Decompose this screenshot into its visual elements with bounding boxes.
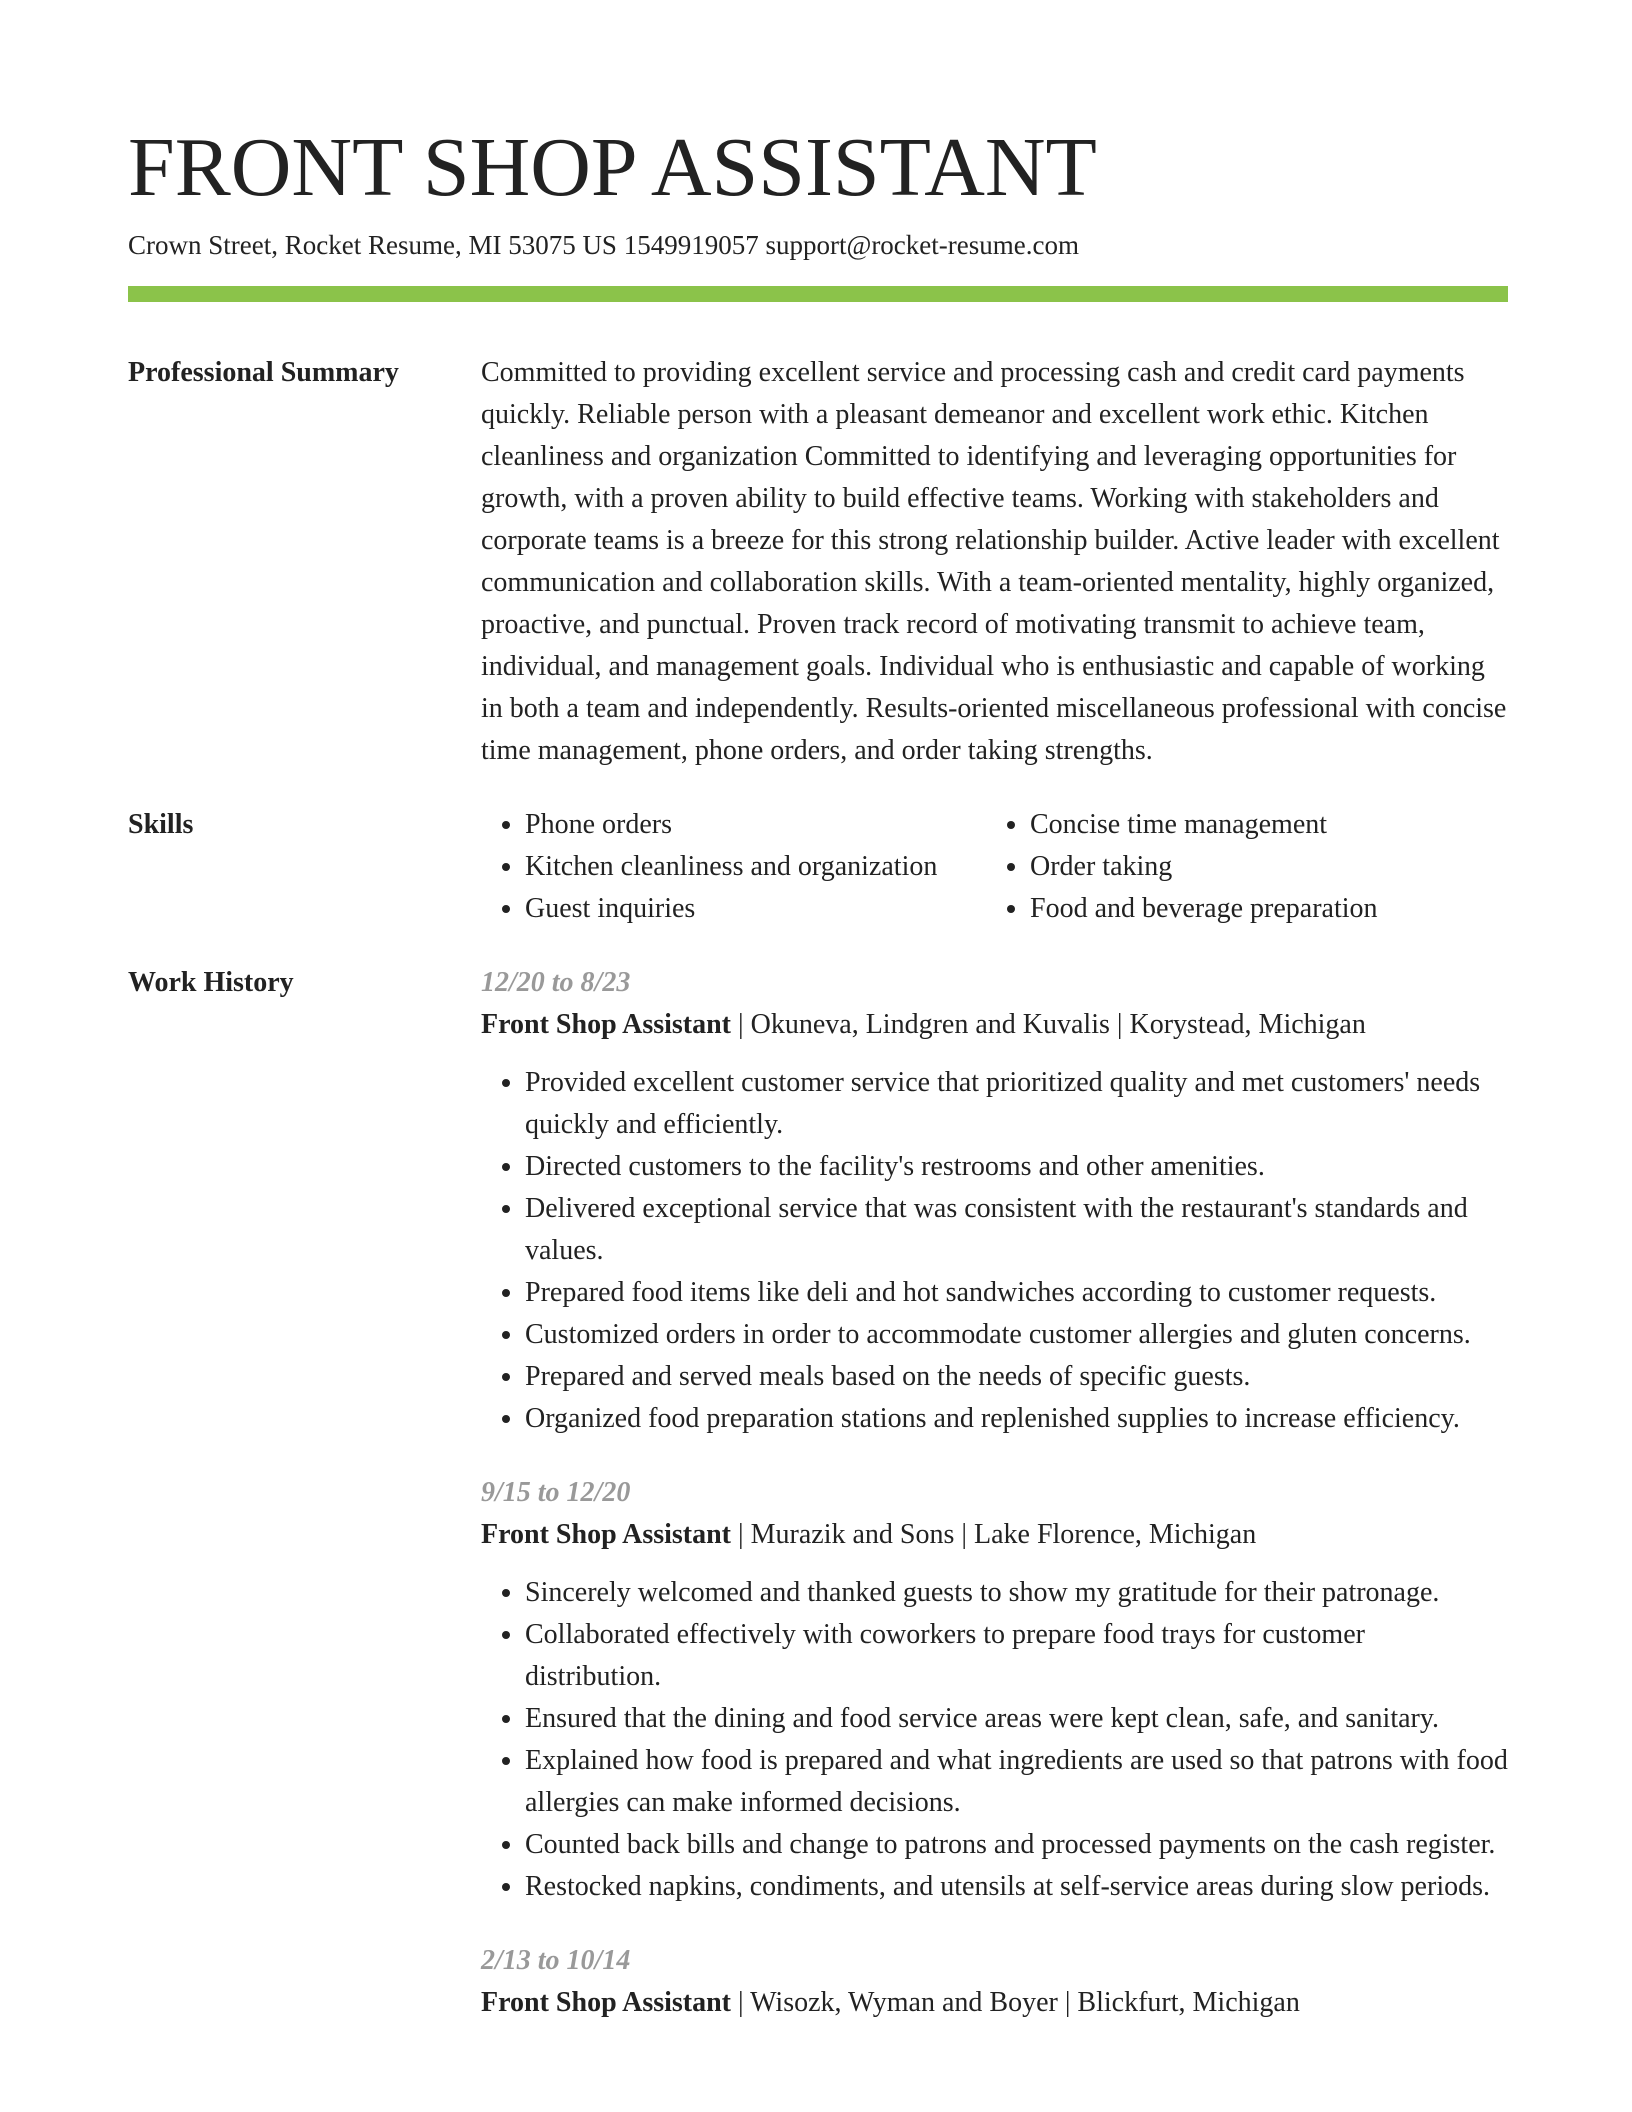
- job-bullet: • Prepared and served meals based on the needs of specific guests.: [525, 1356, 1508, 1398]
- job-bullet: • Delivered exceptional service that was consistent with the restaurant's standards and values.: [525, 1188, 1508, 1272]
- resume-page: [128, 118, 1508, 2056]
- job-bullet: • Prepared food items like deli and hot sandwiches according to customer requests.: [525, 1272, 1508, 1314]
- job-details: | Wisozk, Wyman and Boyer | Blickfurt, Michigan: [731, 1987, 1300, 2018]
- job-bullet: • Directed customers to the facility's restrooms and other amenities.: [525, 1146, 1508, 1188]
- contact-phone: 1549919057: [623, 230, 759, 260]
- job-details: | Okuneva, Lindgren and Kuvalis | Korystead, Michigan: [731, 1009, 1366, 1040]
- job-title: Front Shop Assistant: [481, 1987, 732, 2018]
- job-bullet: • Collaborated effectively with coworkers to prepare food trays for customer distribution.: [525, 1614, 1508, 1698]
- work-history-body: [481, 962, 1508, 2056]
- job-bullet: • Provided excellent customer service that prioritized quality and met customers' needs quickly and efficiently.: [525, 1062, 1508, 1146]
- job-entry: [481, 1940, 1508, 2024]
- job-title: Front Shop Assistant: [481, 1009, 732, 1040]
- job-entry: [481, 962, 1508, 1440]
- resume-name-heading: FRONT SHOP ASSISTANT: [128, 121, 1097, 214]
- contact-email: support@rocket-resume.com: [765, 230, 1079, 260]
- job-entry: [481, 1472, 1508, 1908]
- job-title: Front Shop Assistant: [481, 1519, 732, 1550]
- job-title-line: [481, 1004, 1508, 1046]
- job-bullet: • Explained how food is prepared and what ingredients are used so that patrons with food allergies can make informed decisions.: [525, 1740, 1508, 1824]
- skills-list-left: [481, 804, 986, 930]
- contact-address: Crown Street, Rocket Resume, MI 53075 US: [128, 230, 617, 260]
- job-bullet-list: [481, 1062, 1508, 1440]
- skill-item: • Concise time management: [1030, 804, 1491, 846]
- skill-item: • Guest inquiries: [525, 888, 986, 930]
- summary-text: Committed to providing excellent service and processing cash and credit card payments quickly. Reliable person with a pleasant demeanor and excellent work ethic. Kitchen cleanliness and organization Committed to identifying and leveraging opportunities for growth, with a proven ability to build effective teams. Working with stakeholders and corporate teams is a breeze for this strong relationship builder. Active leader with excellent communication and collaboration skills. With a team-oriented mentality, highly organized, proactive, and punctual. Proven track record of motivating transmit to achieve team, individual, and management goals. Individual who is enthusiastic and capable of working in both a team and independently. Results-oriented miscellaneous professional with concise time management, phone orders, and order taking strengths.: [481, 357, 1507, 766]
- job-bullet: • Sincerely welcomed and thanked guests to show my gratitude for their patronage.: [525, 1572, 1508, 1614]
- job-dates: 2/13 to 10/14: [481, 1945, 631, 1976]
- skills-columns: [481, 804, 1508, 930]
- job-dates: 12/20 to 8/23: [481, 967, 631, 998]
- skill-item: • Order taking: [1030, 846, 1491, 888]
- skills-section: [128, 804, 1508, 930]
- job-bullet: • Organized food preparation stations and replenished supplies to increase efficiency.: [525, 1398, 1508, 1440]
- skill-item: • Kitchen cleanliness and organization: [525, 846, 986, 888]
- work-history-section: [128, 962, 1508, 2056]
- job-details: | Murazik and Sons | Lake Florence, Michigan: [731, 1519, 1257, 1550]
- skill-item: • Food and beverage preparation: [1030, 888, 1491, 930]
- section-heading-skills: Skills: [128, 809, 194, 840]
- contact-line: [128, 226, 1508, 264]
- job-bullet: • Ensured that the dining and food service areas were kept clean, safe, and sanitary.: [525, 1698, 1508, 1740]
- job-title-line: [481, 1982, 1508, 2024]
- summary-body: [481, 352, 1508, 772]
- skills-list-right: [986, 804, 1491, 930]
- section-heading-work-history: Work History: [128, 967, 294, 998]
- job-bullet: • Customized orders in order to accommodate customer allergies and gluten concerns.: [525, 1314, 1508, 1356]
- skill-item: • Phone orders: [525, 804, 986, 846]
- job-title-line: [481, 1514, 1508, 1556]
- job-bullet: • Counted back bills and change to patrons and processed payments on the cash register.: [525, 1824, 1508, 1866]
- job-bullet: • Restocked napkins, condiments, and utensils at self-service areas during slow periods.: [525, 1866, 1508, 1908]
- job-dates: 9/15 to 12/20: [481, 1477, 631, 1508]
- accent-divider: [128, 286, 1508, 302]
- skills-body: [481, 804, 1508, 930]
- section-heading-summary: Professional Summary: [128, 357, 399, 388]
- professional-summary-section: [128, 352, 1508, 772]
- job-bullet-list: [481, 1572, 1508, 1908]
